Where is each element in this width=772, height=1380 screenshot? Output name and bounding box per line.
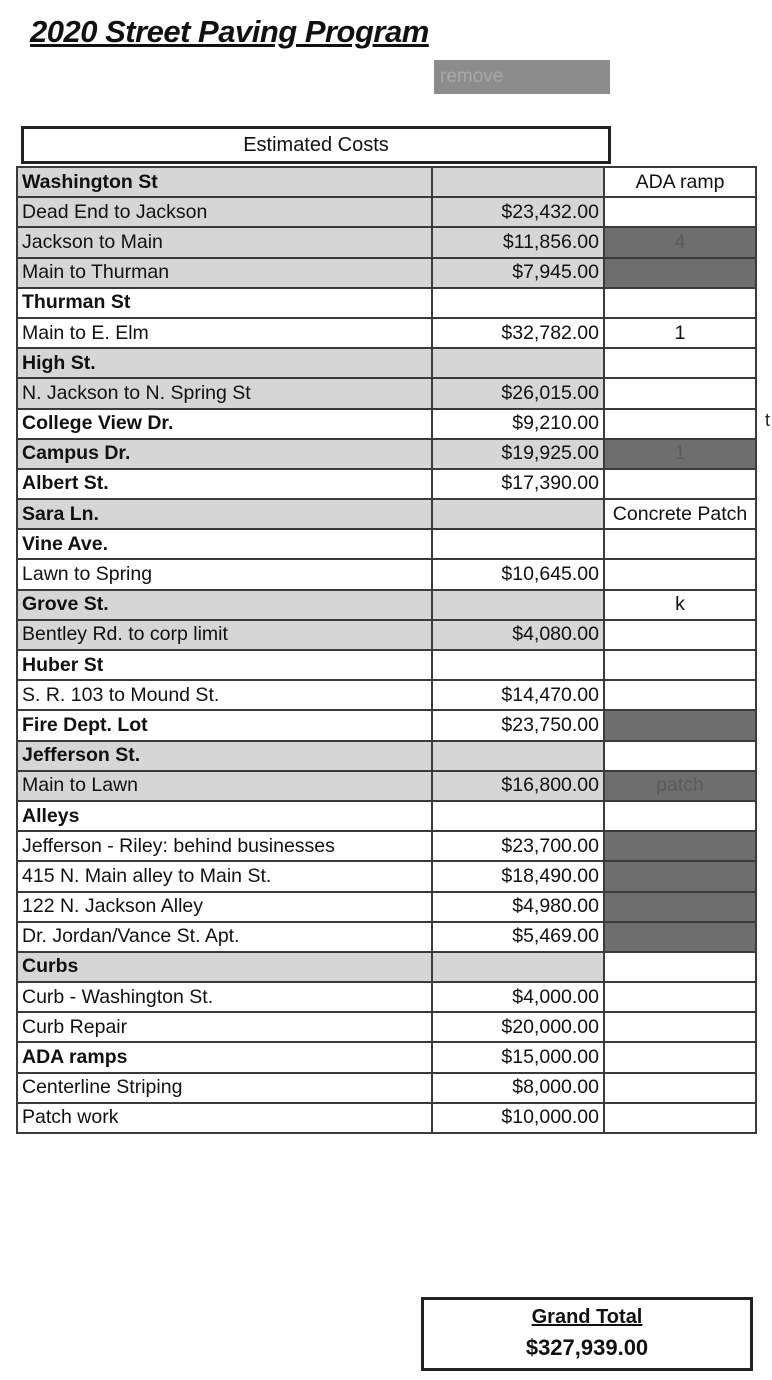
table-row: [17, 227, 756, 257]
row-amount: $19,925.00: [432, 439, 604, 469]
row-amount: $10,645.00: [432, 559, 604, 589]
row-note: [604, 1103, 756, 1133]
cost-table-body: [17, 167, 756, 1133]
row-note: [604, 197, 756, 227]
row-note: [604, 1012, 756, 1042]
row-amount: $23,432.00: [432, 197, 604, 227]
row-amount: $23,750.00: [432, 710, 604, 740]
row-amount: [432, 650, 604, 680]
row-amount: [432, 288, 604, 318]
row-label: Curb - Washington St.: [17, 982, 432, 1012]
row-label: ADA ramps: [17, 1042, 432, 1072]
row-note: ADA ramp: [604, 167, 756, 197]
row-note: [604, 378, 756, 408]
table-row: [17, 771, 756, 801]
row-note: [604, 348, 756, 378]
row-amount: $32,782.00: [432, 318, 604, 348]
table-row: [17, 1103, 756, 1133]
row-label: Albert St.: [17, 469, 432, 499]
row-amount: $4,080.00: [432, 620, 604, 650]
row-label: Patch work: [17, 1103, 432, 1133]
row-note: [604, 861, 756, 891]
row-note: [604, 650, 756, 680]
row-label: Campus Dr.: [17, 439, 432, 469]
row-amount: $17,390.00: [432, 469, 604, 499]
row-amount: $23,700.00: [432, 831, 604, 861]
row-note: 1: [604, 318, 756, 348]
row-amount: [432, 952, 604, 982]
row-label: 415 N. Main alley to Main St.: [17, 861, 432, 891]
row-note: [604, 680, 756, 710]
table-row: [17, 1042, 756, 1072]
table-row: [17, 710, 756, 740]
row-amount: $18,490.00: [432, 861, 604, 891]
table-row: [17, 650, 756, 680]
row-note: [604, 710, 756, 740]
page-title: 2020 Street Paving Program: [30, 14, 429, 49]
table-row: [17, 378, 756, 408]
row-label: Dr. Jordan/Vance St. Apt.: [17, 922, 432, 952]
row-amount: $20,000.00: [432, 1012, 604, 1042]
row-amount: $9,210.00: [432, 409, 604, 439]
row-label: Main to E. Elm: [17, 318, 432, 348]
table-row: [17, 892, 756, 922]
row-label: S. R. 103 to Mound St.: [17, 680, 432, 710]
row-amount: $4,000.00: [432, 982, 604, 1012]
row-note: [604, 892, 756, 922]
row-note: [604, 409, 756, 439]
row-amount: $15,000.00: [432, 1042, 604, 1072]
table-row: [17, 861, 756, 891]
table-row: [17, 620, 756, 650]
row-amount: $16,800.00: [432, 771, 604, 801]
row-label: Dead End to Jackson: [17, 197, 432, 227]
row-label: Washington St: [17, 167, 432, 197]
table-row: [17, 1073, 756, 1103]
table-row: [17, 559, 756, 589]
row-label: Jefferson St.: [17, 741, 432, 771]
row-amount: [432, 590, 604, 620]
row-amount: [432, 499, 604, 529]
row-note: Concrete Patch: [604, 499, 756, 529]
row-label: College View Dr.: [17, 409, 432, 439]
row-label: Main to Lawn: [17, 771, 432, 801]
row-amount: [432, 167, 604, 197]
table-row: [17, 318, 756, 348]
table-row: [17, 982, 756, 1012]
table-row: [17, 680, 756, 710]
row-note: [604, 952, 756, 982]
row-label: Curbs: [17, 952, 432, 982]
row-label: Main to Thurman: [17, 258, 432, 288]
row-note: [604, 741, 756, 771]
row-note: patch: [604, 771, 756, 801]
row-label: Lawn to Spring: [17, 559, 432, 589]
table-row: [17, 197, 756, 227]
row-amount: [432, 801, 604, 831]
row-amount: $7,945.00: [432, 258, 604, 288]
row-label: Alleys: [17, 801, 432, 831]
row-amount: [432, 741, 604, 771]
table-row: [17, 348, 756, 378]
row-label: Huber St: [17, 650, 432, 680]
row-note: [604, 801, 756, 831]
remove-tag: remove: [434, 60, 610, 94]
row-note: [604, 922, 756, 952]
row-amount: $14,470.00: [432, 680, 604, 710]
row-note: [604, 469, 756, 499]
table-row: [17, 831, 756, 861]
row-label: Fire Dept. Lot: [17, 710, 432, 740]
row-label: Jefferson - Riley: behind businesses: [17, 831, 432, 861]
row-note: [604, 1042, 756, 1072]
row-amount: [432, 529, 604, 559]
grand-total-value: $327,939.00: [525, 1335, 649, 1360]
table-row: [17, 288, 756, 318]
row-note: [604, 258, 756, 288]
table-row: [17, 167, 756, 197]
table-row: [17, 741, 756, 771]
table-row: [17, 439, 756, 469]
row-amount: $26,015.00: [432, 378, 604, 408]
grand-total-label: Grand Total: [531, 1306, 643, 1328]
row-amount: $4,980.00: [432, 892, 604, 922]
row-label: Grove St.: [17, 590, 432, 620]
row-label: High St.: [17, 348, 432, 378]
table-row: [17, 469, 756, 499]
table-header-estimated-costs: Estimated Costs: [21, 126, 611, 164]
cost-table: [16, 166, 757, 1134]
table-row: [17, 499, 756, 529]
row-amount: [432, 348, 604, 378]
row-note: [604, 559, 756, 589]
stray-mark: t: [765, 410, 771, 430]
row-label: Bentley Rd. to corp limit: [17, 620, 432, 650]
row-label: N. Jackson to N. Spring St: [17, 378, 432, 408]
grand-total-box: [421, 1297, 753, 1371]
row-amount: $8,000.00: [432, 1073, 604, 1103]
row-note: [604, 529, 756, 559]
table-row: [17, 1012, 756, 1042]
row-label: Centerline Striping: [17, 1073, 432, 1103]
table-row: [17, 922, 756, 952]
row-note: [604, 1073, 756, 1103]
row-label: Thurman St: [17, 288, 432, 318]
row-label: Vine Ave.: [17, 529, 432, 559]
row-note: [604, 982, 756, 1012]
table-row: [17, 590, 756, 620]
row-note: k: [604, 590, 756, 620]
row-label: Curb Repair: [17, 1012, 432, 1042]
row-note: 1: [604, 439, 756, 469]
row-amount: $11,856.00: [432, 227, 604, 257]
row-note: [604, 620, 756, 650]
row-note: [604, 831, 756, 861]
table-row: [17, 258, 756, 288]
table-row: [17, 529, 756, 559]
row-amount: $5,469.00: [432, 922, 604, 952]
row-label: Jackson to Main: [17, 227, 432, 257]
row-amount: $10,000.00: [432, 1103, 604, 1133]
row-label: 122 N. Jackson Alley: [17, 892, 432, 922]
row-label: Sara Ln.: [17, 499, 432, 529]
table-row: [17, 952, 756, 982]
table-row: [17, 801, 756, 831]
table-row: [17, 409, 756, 439]
row-note: 4: [604, 227, 756, 257]
row-note: [604, 288, 756, 318]
